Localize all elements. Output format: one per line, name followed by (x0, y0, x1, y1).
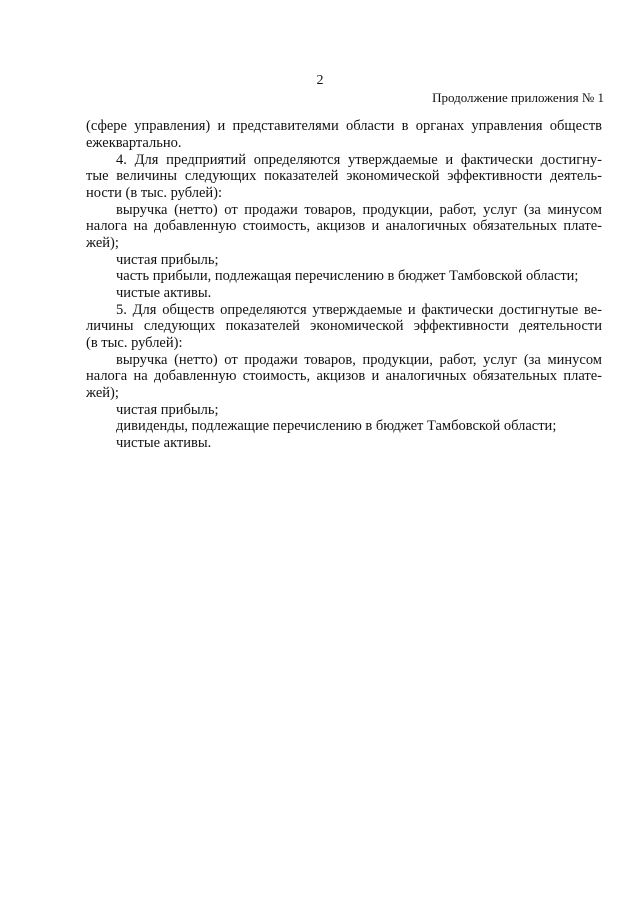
text-line: выручка (нетто) от продажи товаров, продукции, работ, услуг (за минусом (116, 352, 602, 368)
text-line: ности (в тыс. рублей): (86, 185, 223, 201)
text-line: дивиденды, подлежащие перечислению в бюджет Тамбовской области; (116, 418, 557, 434)
text-line: чистые активы. (116, 435, 212, 451)
text-line: налога на добавленную стоимость, акцизов и аналогичных обязательных плате- (86, 218, 602, 234)
appendix-continuation-note: Продолжение приложения № 1 (432, 90, 604, 105)
text-line: жей); (86, 385, 119, 401)
text-line: тые величины следующих показателей экономической эффективности деятель- (86, 168, 602, 184)
text-line: жей); (86, 235, 119, 251)
text-line: ежеквартально. (86, 135, 182, 151)
text-line: часть прибыли, подлежащая перечислению в бюджет Тамбовской области; (116, 268, 579, 284)
text-line: 4. Для предприятий определяются утверждаемые и фактически достигну- (116, 152, 602, 168)
page-number: 2 (316, 73, 324, 88)
text-line: чистые активы. (116, 285, 212, 301)
text-line: налога на добавленную стоимость, акцизов и аналогичных обязательных плате- (86, 368, 602, 384)
text-line: (в тыс. рублей): (86, 335, 183, 351)
text-line: (сфере управления) и представителями области в органах управления обществ (86, 118, 602, 134)
text-line: выручка (нетто) от продажи товаров, продукции, работ, услуг (за минусом (116, 202, 602, 218)
text-line: чистая прибыль; (116, 252, 219, 268)
text-line: чистая прибыль; (116, 402, 219, 418)
text-line: личины следующих показателей экономической эффективности деятельности (86, 318, 602, 334)
text-line: 5. Для обществ определяются утверждаемые и фактически достигнутые ве- (116, 302, 602, 318)
